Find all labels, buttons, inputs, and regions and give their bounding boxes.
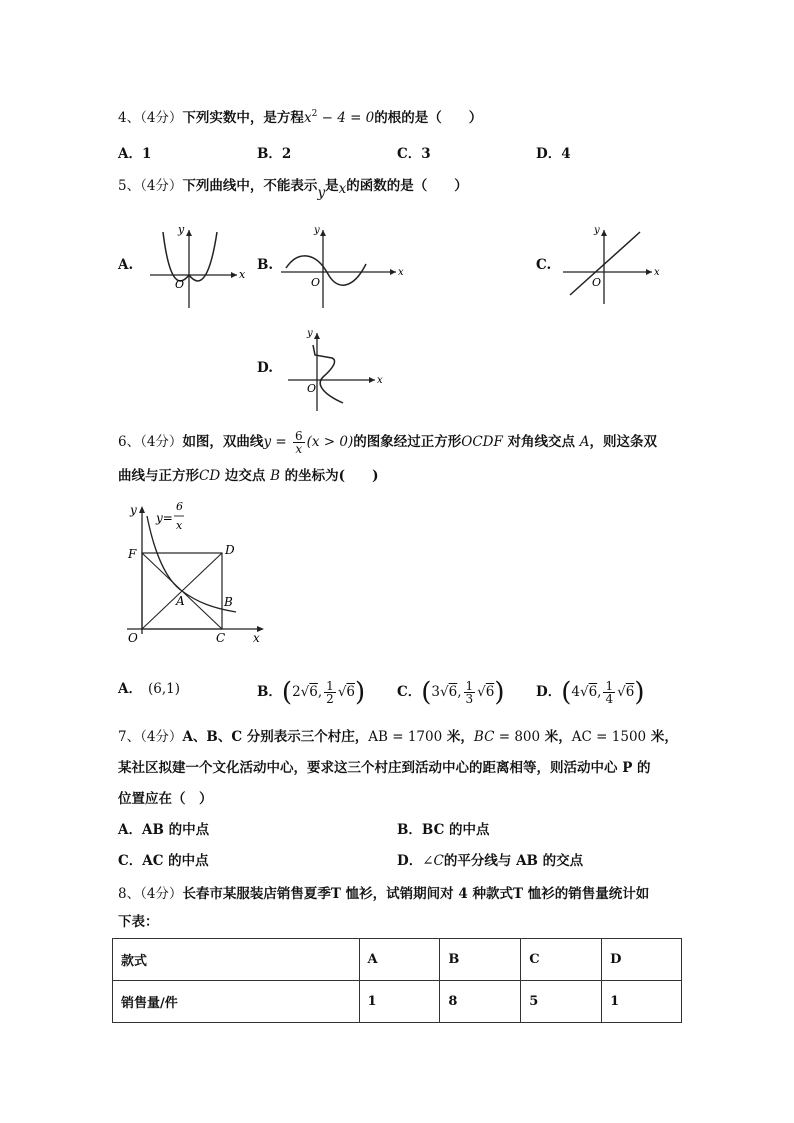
q4-option-c[interactable] <box>397 145 431 163</box>
label-y: y <box>130 503 137 517</box>
table-cell: 1 <box>602 981 682 1023</box>
x-label: x <box>398 267 404 278</box>
origin-label: O <box>592 276 602 289</box>
y-axis-arrow-icon <box>186 230 192 236</box>
q5-text-after: 的函数的是（ ） <box>346 178 468 194</box>
q8-score: （4分） <box>140 886 183 902</box>
q6-option-d-fraction <box>603 680 615 705</box>
q7-unit-1: 米， <box>442 729 474 745</box>
q7-option-d-angle: ∠C <box>422 853 444 869</box>
q5-graph-c <box>560 222 670 312</box>
q7-option-d[interactable] <box>397 852 583 870</box>
y-label: y <box>307 328 313 339</box>
origin-label: O <box>311 276 321 289</box>
q7-option-a-value: AB 的中点 <box>141 822 210 838</box>
q6-point-b: B <box>270 468 280 484</box>
q6-side-name: CD <box>199 468 221 484</box>
q6-option-c-rad-a: 6 <box>448 684 458 700</box>
curve <box>286 256 366 285</box>
q5-var-y: y <box>317 185 326 201</box>
q6-option-b-label: B． <box>257 684 282 700</box>
q7-option-c-label: C． <box>118 853 143 869</box>
q7-option-a[interactable] <box>118 821 209 839</box>
q4-option-b-label: B． <box>257 146 282 162</box>
q7-option-d-value: 的平分线与 AB 的交点 <box>443 853 584 869</box>
q7-option-b-value: BC 的中点 <box>421 822 490 838</box>
origin-label: O <box>307 382 317 395</box>
q5-option-d[interactable]: D. <box>257 360 273 376</box>
y-label: y <box>314 225 320 236</box>
y-axis-arrow-icon <box>320 230 326 236</box>
q6-option-c-label: C． <box>397 684 422 700</box>
q4-option-c-value: 3 <box>421 146 431 162</box>
q6-option-d-rad-b: 6 <box>625 684 635 700</box>
q7-bc-val: = 800 <box>494 729 541 745</box>
q6-option-c[interactable]: C．(3√6, $\frac{1}{3}$ √6) <box>397 677 505 708</box>
line <box>570 232 640 295</box>
q4-option-d[interactable] <box>536 145 571 163</box>
q7-option-b-label: B． <box>397 822 422 838</box>
q6-option-b-rad-b: 6 <box>346 684 356 700</box>
q5-option-c[interactable]: C. <box>536 257 552 273</box>
q4-text-after: 的根的是（ ） <box>374 110 483 126</box>
q6-option-b-fraction <box>324 680 336 705</box>
q6-func-den: x <box>295 442 303 456</box>
q6-option-b-coef-a: 2 <box>292 684 301 700</box>
q6-option-c-frac-num: 1 <box>465 679 474 693</box>
func-label-den: x <box>176 519 183 532</box>
point-f-label: F <box>128 547 137 561</box>
q7-ab: AB = 1700 <box>368 729 443 745</box>
q6-option-d-rad-a: 6 <box>588 684 598 700</box>
table-cell: 1 <box>359 981 440 1023</box>
q4-number: 4、 <box>118 110 141 126</box>
q5-option-b[interactable]: B. <box>257 257 274 273</box>
x-axis-arrow-icon <box>390 269 396 275</box>
q4-eq-x: x <box>303 110 312 126</box>
q8-number: 8、 <box>118 886 141 902</box>
q4-score: （4分） <box>140 110 183 126</box>
label-x: x <box>253 631 260 645</box>
q4-option-b-value: 2 <box>281 146 292 162</box>
q6-option-c-fraction <box>464 680 476 705</box>
table-row <box>113 981 682 1023</box>
point-d-label: D <box>225 543 235 557</box>
y-axis-arrow-icon <box>139 506 145 513</box>
q6-line2-c: 的坐标为( ) <box>279 468 379 484</box>
point-a-label: A <box>176 594 185 608</box>
q5-graph-b <box>278 220 408 315</box>
q6-score: （4分） <box>140 434 183 450</box>
q7-option-c[interactable] <box>118 852 209 870</box>
q6-func-eq: = <box>271 434 291 450</box>
q4-text-before: 下列实数中，是方程 <box>182 110 304 126</box>
q6-text2: 的图象经过正方形 <box>353 434 462 450</box>
y-axis-arrow-icon <box>314 333 320 339</box>
table-cell: 款式 <box>113 939 360 981</box>
q4-eq-exp: 2 <box>311 109 318 119</box>
hyperbola-curve <box>147 516 236 612</box>
q7-bc-name: BC <box>473 729 495 745</box>
point-o-label: O <box>128 631 138 645</box>
curve <box>163 232 217 281</box>
q4-option-d-value: 4 <box>561 146 571 162</box>
point-b-label: B <box>224 595 233 609</box>
q6-stem-line2 <box>118 467 378 485</box>
q5-stem <box>118 177 468 201</box>
q7-unit-2: 米， <box>540 729 572 745</box>
q6-option-b-frac-den: 2 <box>326 692 334 706</box>
y-axis-arrow-icon <box>601 230 607 236</box>
q8-stem-line2: 下表： <box>118 914 159 930</box>
x-label: x <box>377 375 383 386</box>
q6-line2-b: 边交点 <box>220 468 271 484</box>
q6-option-d-label: D． <box>536 684 562 700</box>
q4-option-a[interactable] <box>118 145 151 163</box>
q6-text4: ，则这条双 <box>589 434 658 450</box>
table-cell: B <box>440 939 521 981</box>
x-label: x <box>654 267 660 278</box>
q7-unit-3: 米， <box>646 729 678 745</box>
x-axis-arrow-icon <box>231 272 237 278</box>
q4-option-c-label: C． <box>397 146 422 162</box>
q5-graph-a <box>145 220 245 315</box>
func-label-y: y= <box>156 511 173 525</box>
q6-square-name: OCDF <box>461 434 503 450</box>
q7-option-b[interactable] <box>397 821 490 839</box>
func-label-num: 6 <box>176 500 183 513</box>
q5-score: （4分） <box>140 178 183 194</box>
q6-option-b[interactable]: B．(2√6, $\frac{1}{2}$ √6) <box>257 677 366 708</box>
q6-option-d-frac-den: 4 <box>605 692 614 706</box>
q7-stem-line2: 某社区拟建一个文化活动中心，要求这三个村庄到活动中心的距离相等，则活动中心 P 的 <box>118 760 651 776</box>
q6-option-d-frac-num: 1 <box>605 679 614 693</box>
q8-line1: 长春市某服装店销售夏季T 恤衫，试销期间对 4 种款式T 恤衫的销售量统计如 <box>182 886 650 902</box>
y-label: y <box>594 225 600 236</box>
q7-option-a-label: A． <box>118 822 142 838</box>
q4-option-a-value: 1 <box>141 146 152 162</box>
q6-option-c-coef-a: 3 <box>431 684 440 700</box>
q8-sales-table <box>112 938 682 1023</box>
q6-option-c-frac-den: 3 <box>465 692 474 706</box>
table-header-row <box>113 939 682 981</box>
q4-option-b[interactable] <box>257 145 291 163</box>
q6-point-a: A <box>579 434 590 450</box>
q7-option-d-label: D． <box>397 853 423 869</box>
q6-text3: 对角线交点 <box>502 434 580 450</box>
q6-number: 6、 <box>118 434 141 450</box>
q5-text-mid: 是 <box>325 178 339 194</box>
q6-option-c-rad-b: 6 <box>485 684 495 700</box>
q7-option-c-value: AC 的中点 <box>142 853 209 869</box>
q6-option-d[interactable]: D．(4√6, $\frac{1}{4}$ √6) <box>536 677 645 708</box>
q6-figure <box>112 496 282 651</box>
x-axis-arrow-icon <box>646 269 652 275</box>
table-cell: A <box>359 939 440 981</box>
point-c-label: C <box>216 631 226 645</box>
q5-graph-d <box>285 325 390 415</box>
table-cell: 8 <box>440 981 521 1023</box>
q6-line2-a: 曲线与正方形 <box>118 468 199 484</box>
table-cell: 销售量/件 <box>113 981 360 1023</box>
q6-func-num: 6 <box>294 429 303 443</box>
q6-option-b-frac-num: 1 <box>326 679 334 693</box>
q4-eq-rest: − 4 = 0 <box>317 110 375 126</box>
x-axis-arrow-icon <box>369 377 375 383</box>
q6-option-a-value: (6,1) <box>147 681 180 697</box>
q5-text-before: 下列曲线中，不能表示 <box>182 178 318 194</box>
table-cell: C <box>521 939 602 981</box>
q4-option-d-label: D． <box>536 146 562 162</box>
y-label: y <box>178 223 185 236</box>
q4-stem <box>118 105 482 127</box>
q7-text1: A、B、C 分别表示三个村庄， <box>182 729 369 745</box>
q6-text1: 如图，双曲线 <box>182 434 264 450</box>
q5-option-a[interactable]: A. <box>118 257 134 273</box>
q4-option-a-label: A． <box>118 146 142 162</box>
q8-stem-line1 <box>118 885 649 903</box>
q7-stem-line3: 位置应在（ ） <box>118 791 213 807</box>
q6-func-fraction <box>293 430 305 455</box>
q7-stem-line1 <box>118 728 678 746</box>
q5-number: 5、 <box>118 178 141 194</box>
table-cell: 5 <box>521 981 602 1023</box>
q6-func-domain: (x > 0) <box>306 434 354 450</box>
q6-option-b-rad-a: 6 <box>309 684 318 700</box>
q5-var-x: x <box>338 181 347 197</box>
origin-label: O <box>175 278 185 291</box>
q6-option-d-coef-a: 4 <box>571 684 580 700</box>
q6-option-a-label: A． <box>118 681 142 697</box>
q7-number: 7、 <box>118 729 141 745</box>
table-cell: D <box>602 939 682 981</box>
q6-stem-line1 <box>118 429 657 455</box>
q6-func-y: y <box>263 434 272 450</box>
q6-option-a[interactable] <box>118 680 180 698</box>
q7-score: （4分） <box>140 729 183 745</box>
q7-ac: AC = 1500 <box>571 729 647 745</box>
x-label: x <box>239 268 246 281</box>
